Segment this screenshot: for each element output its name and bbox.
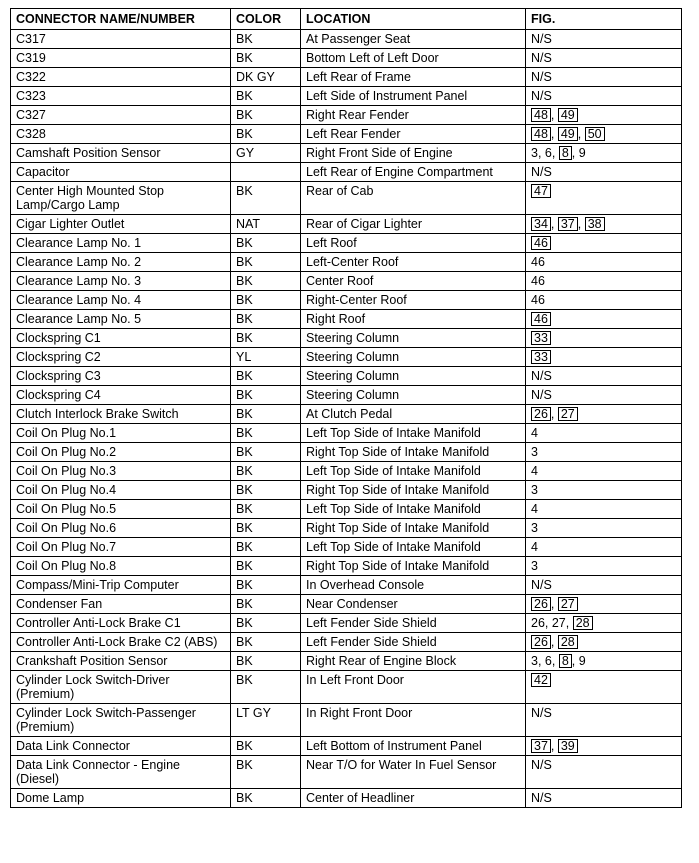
figure-link[interactable]: 26 xyxy=(531,635,551,649)
connector-name-cell: Data Link Connector - Engine (Diesel) xyxy=(11,756,231,789)
figure-link[interactable]: 33 xyxy=(531,350,551,364)
figure-ref: 46 xyxy=(531,274,545,288)
color-cell: BK xyxy=(231,756,301,789)
figure-ref: N/S xyxy=(531,70,552,84)
header-connector-name: CONNECTOR NAME/NUMBER xyxy=(11,9,231,30)
table-row xyxy=(11,367,682,386)
header-color: COLOR xyxy=(231,9,301,30)
figure-cell: 37 , 39 xyxy=(526,737,682,756)
color-cell: BK xyxy=(231,519,301,538)
figure-ref: N/S xyxy=(531,758,552,772)
color-cell: BK xyxy=(231,272,301,291)
location-cell: Right Front Side of Engine xyxy=(301,144,526,163)
color-cell: BK xyxy=(231,87,301,106)
color-cell: BK xyxy=(231,576,301,595)
figure-link[interactable]: 37 xyxy=(558,217,578,231)
location-cell: Left Fender Side Shield xyxy=(301,633,526,652)
table-row xyxy=(11,87,682,106)
connector-name-cell: Coil On Plug No.1 xyxy=(11,424,231,443)
connector-name-cell: Clockspring C4 xyxy=(11,386,231,405)
connector-name-cell: Controller Anti-Lock Brake C2 (ABS) xyxy=(11,633,231,652)
connector-name-cell: Compass/Mini-Trip Computer xyxy=(11,576,231,595)
figure-ref: 3 xyxy=(531,146,538,160)
figure-ref: N/S xyxy=(531,51,552,65)
figure-link[interactable]: 46 xyxy=(531,236,551,250)
table-row xyxy=(11,106,682,125)
figure-cell xyxy=(526,557,682,576)
connector-name-cell: Controller Anti-Lock Brake C1 xyxy=(11,614,231,633)
figure-ref: N/S xyxy=(531,388,552,402)
figure-ref: 9 xyxy=(578,654,586,668)
figure-link[interactable]: 38 xyxy=(585,217,605,231)
location-cell: Bottom Left of Left Door xyxy=(301,49,526,68)
color-cell: BK xyxy=(231,329,301,348)
table-row xyxy=(11,789,682,808)
table-row xyxy=(11,633,682,652)
figure-ref: N/S xyxy=(531,791,552,805)
table-row xyxy=(11,348,682,367)
connector-name-cell: Clearance Lamp No. 2 xyxy=(11,253,231,272)
table-header-row xyxy=(11,9,682,30)
location-cell: Right Rear Fender xyxy=(301,106,526,125)
figure-ref: N/S xyxy=(531,706,552,720)
color-cell: BK xyxy=(231,557,301,576)
location-cell: Right Roof xyxy=(301,310,526,329)
figure-link[interactable]: 8 xyxy=(559,146,572,160)
figure-link[interactable]: 48 xyxy=(531,108,551,122)
location-cell: Left Top Side of Intake Manifold xyxy=(301,424,526,443)
figure-link[interactable]: 47 xyxy=(531,184,551,198)
color-cell: BK xyxy=(231,367,301,386)
color-cell: YL xyxy=(231,348,301,367)
location-cell: At Passenger Seat xyxy=(301,30,526,49)
connector-name-cell: Camshaft Position Sensor xyxy=(11,144,231,163)
connector-name-cell: Coil On Plug No.6 xyxy=(11,519,231,538)
connector-name-cell: Dome Lamp xyxy=(11,789,231,808)
figure-link[interactable]: 28 xyxy=(573,616,593,630)
connector-name-cell: Coil On Plug No.3 xyxy=(11,462,231,481)
table-row xyxy=(11,182,682,215)
location-cell: Left Side of Instrument Panel xyxy=(301,87,526,106)
color-cell: BK xyxy=(231,614,301,633)
figure-ref: 3 xyxy=(531,559,538,573)
figure-ref: N/S xyxy=(531,578,552,592)
connector-name-cell: C323 xyxy=(11,87,231,106)
table-row xyxy=(11,49,682,68)
location-cell: At Clutch Pedal xyxy=(301,405,526,424)
figure-cell xyxy=(526,163,682,182)
connector-name-cell: Condenser Fan xyxy=(11,595,231,614)
color-cell: BK xyxy=(231,481,301,500)
table-row xyxy=(11,163,682,182)
figure-link[interactable]: 37 xyxy=(531,739,551,753)
table-row xyxy=(11,481,682,500)
connector-name-cell: Clearance Lamp No. 5 xyxy=(11,310,231,329)
figure-cell: 48 , 49 , 50 xyxy=(526,125,682,144)
figure-ref: 26 xyxy=(531,616,545,630)
location-cell: Left Top Side of Intake Manifold xyxy=(301,500,526,519)
figure-ref: N/S xyxy=(531,89,552,103)
color-cell: BK xyxy=(231,462,301,481)
color-cell: BK xyxy=(231,405,301,424)
connector-name-cell: Coil On Plug No.5 xyxy=(11,500,231,519)
figure-cell xyxy=(526,253,682,272)
figure-link[interactable]: 50 xyxy=(585,127,605,141)
figure-cell xyxy=(526,272,682,291)
figure-cell xyxy=(526,576,682,595)
connector-name-cell: Crankshaft Position Sensor xyxy=(11,652,231,671)
table-row xyxy=(11,557,682,576)
table-row xyxy=(11,443,682,462)
figure-ref: 6 xyxy=(544,654,552,668)
connector-name-cell: C322 xyxy=(11,68,231,87)
connector-name-cell: C317 xyxy=(11,30,231,49)
figure-cell: 34 , 37 , 38 xyxy=(526,215,682,234)
figure-cell: 26, 27, 28 xyxy=(526,614,682,633)
table-row xyxy=(11,538,682,557)
color-cell: BK xyxy=(231,125,301,144)
figure-cell: 26 , 27 xyxy=(526,595,682,614)
figure-cell xyxy=(526,538,682,557)
color-cell: BK xyxy=(231,30,301,49)
figure-cell: 26 , 27 xyxy=(526,405,682,424)
figure-ref: 3 xyxy=(531,445,538,459)
color-cell: BK xyxy=(231,443,301,462)
figure-cell xyxy=(526,348,682,367)
color-cell: GY xyxy=(231,144,301,163)
figure-cell xyxy=(526,182,682,215)
location-cell: Left Rear Fender xyxy=(301,125,526,144)
color-cell: BK xyxy=(231,182,301,215)
figure-ref: 4 xyxy=(531,502,538,516)
connector-name-cell: Coil On Plug No.7 xyxy=(11,538,231,557)
color-cell: BK xyxy=(231,253,301,272)
connector-name-cell: Data Link Connector xyxy=(11,737,231,756)
connector-name-cell: Clearance Lamp No. 4 xyxy=(11,291,231,310)
location-cell: Left Fender Side Shield xyxy=(301,614,526,633)
color-cell: BK xyxy=(231,500,301,519)
figure-link[interactable]: 26 xyxy=(531,597,551,611)
location-cell: Right Top Side of Intake Manifold xyxy=(301,519,526,538)
connector-name-cell: Coil On Plug No.2 xyxy=(11,443,231,462)
color-cell: BK xyxy=(231,234,301,253)
figure-link[interactable]: 33 xyxy=(531,331,551,345)
connector-name-cell: Clearance Lamp No. 1 xyxy=(11,234,231,253)
figure-cell xyxy=(526,481,682,500)
location-cell: In Left Front Door xyxy=(301,671,526,704)
color-cell: BK xyxy=(231,424,301,443)
header-fig: FIG. xyxy=(526,9,682,30)
color-cell: BK xyxy=(231,737,301,756)
figure-link[interactable]: 34 xyxy=(531,217,551,231)
figure-link[interactable]: 49 xyxy=(558,108,578,122)
color-cell: DK GY xyxy=(231,68,301,87)
figure-ref: 4 xyxy=(531,464,538,478)
figure-ref: 46 xyxy=(531,293,545,307)
table-row xyxy=(11,144,682,163)
figure-cell xyxy=(526,756,682,789)
figure-cell xyxy=(526,87,682,106)
color-cell: BK xyxy=(231,538,301,557)
figure-link[interactable]: 39 xyxy=(558,739,578,753)
location-cell: Near Condenser xyxy=(301,595,526,614)
table-row xyxy=(11,329,682,348)
figure-cell xyxy=(526,462,682,481)
figure-link[interactable]: 27 xyxy=(558,407,578,421)
figure-cell xyxy=(526,234,682,253)
figure-cell xyxy=(526,329,682,348)
figure-link[interactable]: 48 xyxy=(531,127,551,141)
table-row xyxy=(11,519,682,538)
location-cell: Left-Center Roof xyxy=(301,253,526,272)
connector-name-cell: Clutch Interlock Brake Switch xyxy=(11,405,231,424)
color-cell: BK xyxy=(231,291,301,310)
figure-ref: N/S xyxy=(531,32,552,46)
table-row xyxy=(11,291,682,310)
table-row xyxy=(11,671,682,704)
location-cell: Right Top Side of Intake Manifold xyxy=(301,557,526,576)
figure-cell: 3, 6, 8 , 9 xyxy=(526,652,682,671)
figure-ref: N/S xyxy=(531,165,552,179)
table-row xyxy=(11,595,682,614)
location-cell: Center of Headliner xyxy=(301,789,526,808)
table-row xyxy=(11,576,682,595)
connector-name-cell: Clockspring C1 xyxy=(11,329,231,348)
location-cell: Left Bottom of Instrument Panel xyxy=(301,737,526,756)
location-cell: Steering Column xyxy=(301,367,526,386)
figure-cell: 3, 6, 8 , 9 xyxy=(526,144,682,163)
location-cell: Steering Column xyxy=(301,348,526,367)
table-row xyxy=(11,737,682,756)
connector-name-cell: C327 xyxy=(11,106,231,125)
location-cell: In Right Front Door xyxy=(301,704,526,737)
color-cell: BK xyxy=(231,310,301,329)
table-row xyxy=(11,310,682,329)
table-row xyxy=(11,704,682,737)
table-row xyxy=(11,614,682,633)
figure-cell xyxy=(526,367,682,386)
connector-name-cell: Clockspring C3 xyxy=(11,367,231,386)
location-cell: Right Rear of Engine Block xyxy=(301,652,526,671)
figure-link[interactable]: 27 xyxy=(558,597,578,611)
figure-cell xyxy=(526,443,682,462)
color-cell: BK xyxy=(231,106,301,125)
connector-name-cell: Cylinder Lock Switch-Passenger (Premium) xyxy=(11,704,231,737)
figure-link[interactable]: 46 xyxy=(531,312,551,326)
connector-name-cell: C328 xyxy=(11,125,231,144)
figure-cell xyxy=(526,424,682,443)
table-row xyxy=(11,386,682,405)
location-cell: Center Roof xyxy=(301,272,526,291)
figure-cell xyxy=(526,30,682,49)
table-row xyxy=(11,234,682,253)
connector-name-cell: Center High Mounted Stop Lamp/Cargo Lamp xyxy=(11,182,231,215)
figure-ref: N/S xyxy=(531,369,552,383)
connector-name-cell: Cylinder Lock Switch-Driver (Premium) xyxy=(11,671,231,704)
connector-table xyxy=(10,8,682,808)
location-cell: In Overhead Console xyxy=(301,576,526,595)
connector-name-cell: Cigar Lighter Outlet xyxy=(11,215,231,234)
figure-cell xyxy=(526,519,682,538)
figure-link[interactable]: 8 xyxy=(559,654,572,668)
figure-cell xyxy=(526,671,682,704)
table-row xyxy=(11,424,682,443)
figure-ref: 27 xyxy=(551,616,566,630)
table-row xyxy=(11,272,682,291)
location-cell: Rear of Cigar Lighter xyxy=(301,215,526,234)
figure-cell: 48 , 49 xyxy=(526,106,682,125)
table-row xyxy=(11,756,682,789)
figure-cell xyxy=(526,68,682,87)
connector-name-cell: Coil On Plug No.8 xyxy=(11,557,231,576)
table-row xyxy=(11,253,682,272)
table-row xyxy=(11,215,682,234)
table-row xyxy=(11,652,682,671)
figure-cell xyxy=(526,291,682,310)
color-cell: BK xyxy=(231,789,301,808)
figure-cell xyxy=(526,500,682,519)
table-row xyxy=(11,125,682,144)
figure-ref: 3 xyxy=(531,483,538,497)
color-cell: LT GY xyxy=(231,704,301,737)
color-cell: BK xyxy=(231,633,301,652)
connector-name-cell: Coil On Plug No.4 xyxy=(11,481,231,500)
table-row xyxy=(11,500,682,519)
figure-link[interactable]: 42 xyxy=(531,673,551,687)
connector-name-cell: Clearance Lamp No. 3 xyxy=(11,272,231,291)
location-cell: Right-Center Roof xyxy=(301,291,526,310)
figure-ref: 4 xyxy=(531,426,538,440)
color-cell xyxy=(231,163,301,182)
figure-link[interactable]: 26 xyxy=(531,407,551,421)
color-cell: NAT xyxy=(231,215,301,234)
figure-cell xyxy=(526,49,682,68)
figure-cell xyxy=(526,704,682,737)
location-cell: Steering Column xyxy=(301,386,526,405)
color-cell: BK xyxy=(231,386,301,405)
table-row xyxy=(11,462,682,481)
connector-name-cell: C319 xyxy=(11,49,231,68)
connector-name-cell: Clockspring C2 xyxy=(11,348,231,367)
table-row xyxy=(11,68,682,87)
location-cell: Near T/O for Water In Fuel Sensor xyxy=(301,756,526,789)
location-cell: Left Roof xyxy=(301,234,526,253)
figure-cell: 26 , 28 xyxy=(526,633,682,652)
figure-ref: 4 xyxy=(531,540,538,554)
table-row xyxy=(11,30,682,49)
figure-cell xyxy=(526,789,682,808)
table-row xyxy=(11,405,682,424)
figure-cell xyxy=(526,310,682,329)
location-cell: Right Top Side of Intake Manifold xyxy=(301,481,526,500)
location-cell: Steering Column xyxy=(301,329,526,348)
figure-ref: 3 xyxy=(531,521,538,535)
header-location: LOCATION xyxy=(301,9,526,30)
color-cell: BK xyxy=(231,49,301,68)
figure-link[interactable]: 49 xyxy=(558,127,578,141)
location-cell: Right Top Side of Intake Manifold xyxy=(301,443,526,462)
location-cell: Rear of Cab xyxy=(301,182,526,215)
figure-ref: 46 xyxy=(531,255,545,269)
connector-name-cell: Capacitor xyxy=(11,163,231,182)
connector-table-body xyxy=(11,30,682,808)
location-cell: Left Top Side of Intake Manifold xyxy=(301,462,526,481)
figure-ref: 9 xyxy=(578,146,586,160)
figure-link[interactable]: 28 xyxy=(558,635,578,649)
location-cell: Left Rear of Engine Compartment xyxy=(301,163,526,182)
color-cell: BK xyxy=(231,671,301,704)
location-cell: Left Rear of Frame xyxy=(301,68,526,87)
color-cell: BK xyxy=(231,595,301,614)
figure-ref: 6 xyxy=(544,146,552,160)
figure-cell xyxy=(526,386,682,405)
figure-ref: 3 xyxy=(531,654,538,668)
color-cell: BK xyxy=(231,652,301,671)
location-cell: Left Top Side of Intake Manifold xyxy=(301,538,526,557)
